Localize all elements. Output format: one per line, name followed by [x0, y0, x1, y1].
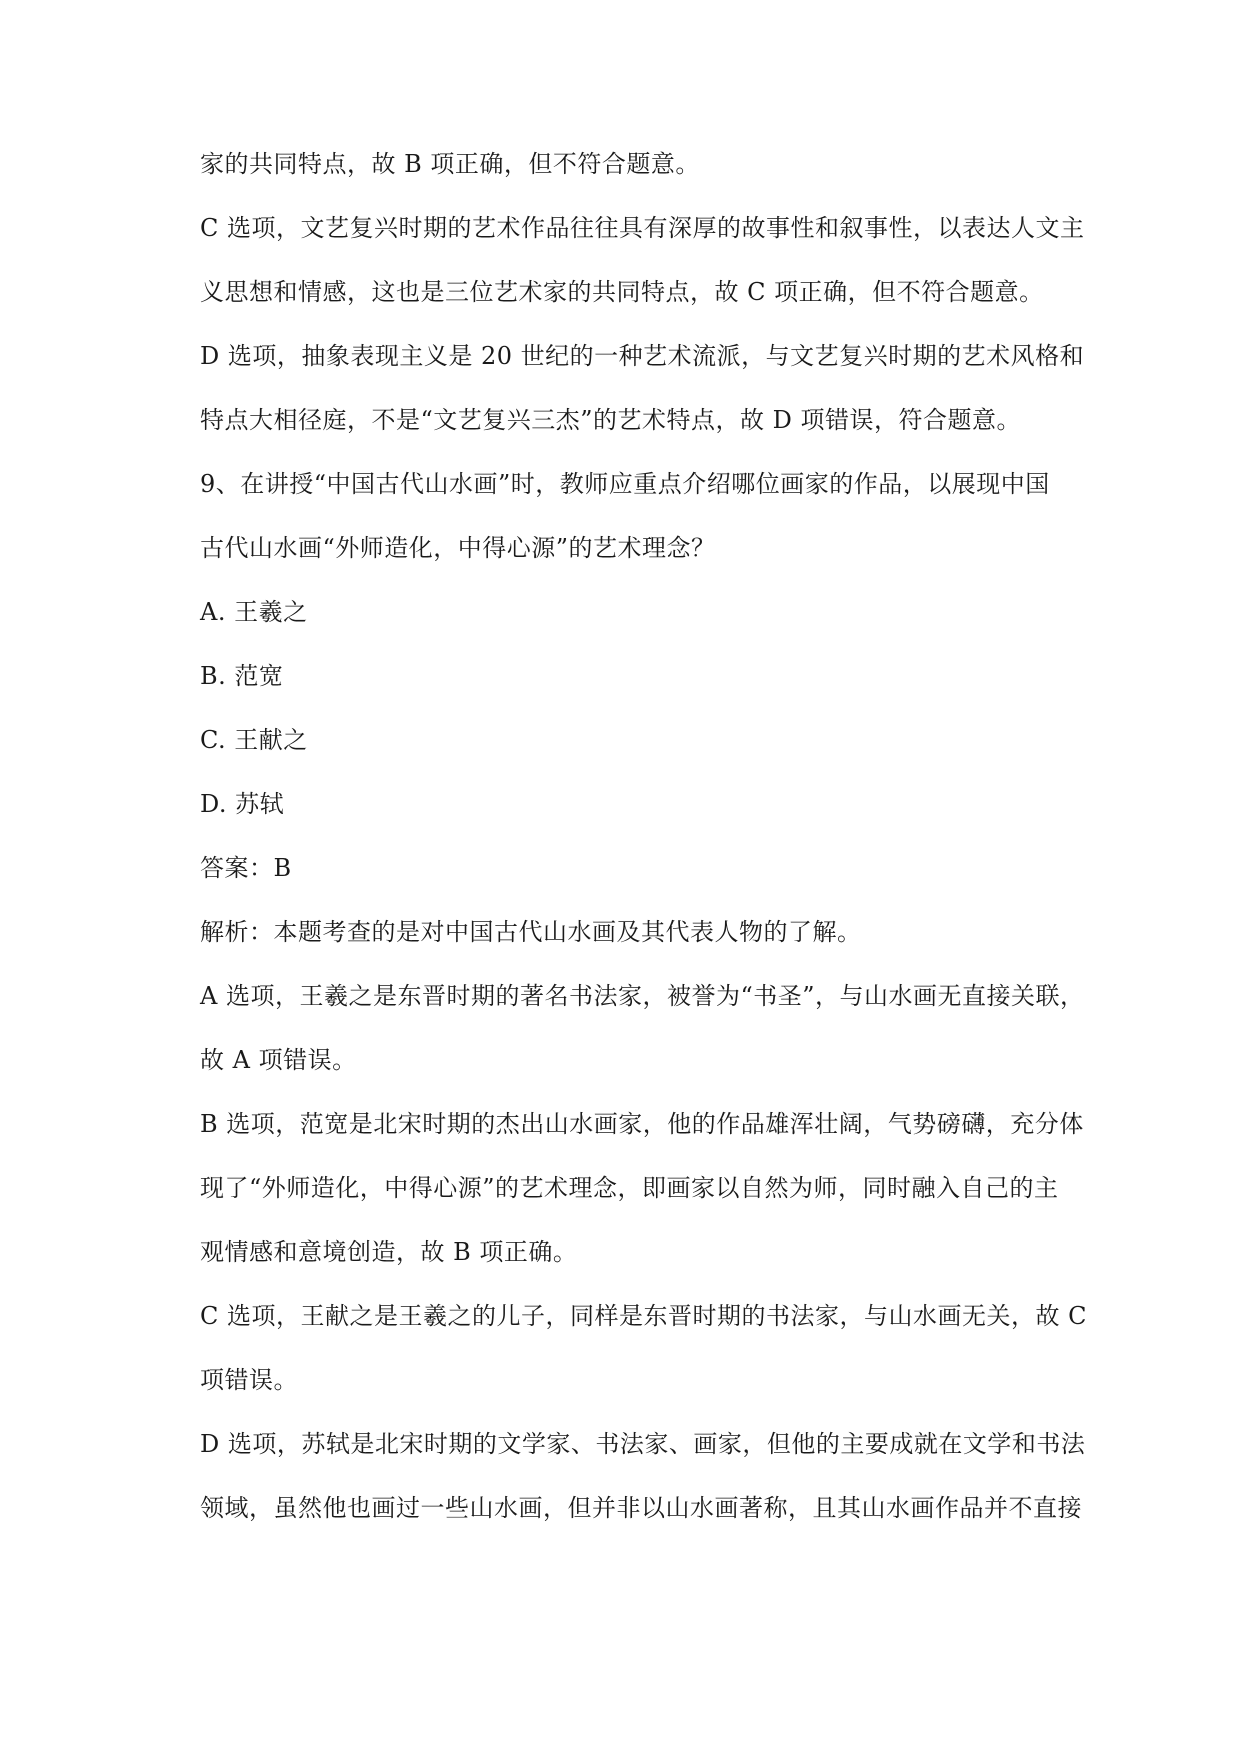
option-d: D. 苏轼 [200, 790, 285, 818]
text-line-5: 特点大相径庭，不是“文艺复兴三杰”的艺术特点，故 D 项错误，符合题意。 [200, 406, 1022, 434]
analysis-a-line-2: 故 A 项错误。 [200, 1046, 357, 1074]
analysis-c-line-1: C 选项，王献之是王羲之的儿子，同样是东晋时期的书法家，与山水画无关，故 C [200, 1302, 1087, 1330]
text-line-1: 家的共同特点，故 B 项正确，但不符合题意。 [200, 150, 700, 178]
text-line-3: 义思想和情感，这也是三位艺术家的共同特点，故 C 项正确，但不符合题意。 [200, 278, 1044, 306]
option-b: B. 范宽 [200, 662, 284, 690]
question-9-line-2: 古代山水画“外师造化，中得心源”的艺术理念？ [200, 534, 716, 562]
analysis-b-line-3: 观情感和意境创造，故 B 项正确。 [200, 1238, 578, 1266]
analysis-d-line-1: D 选项，苏轼是北宋时期的文学家、书法家、画家，但他的主要成就在文学和书法 [200, 1430, 1086, 1458]
question-9-line-1: 9、在讲授“中国古代山水画”时，教师应重点介绍哪位画家的作品，以展现中国 [200, 470, 1050, 498]
text-line-2: C 选项，文艺复兴时期的艺术作品往往具有深厚的故事性和叙事性，以表达人文主 [200, 214, 1085, 242]
option-c: C. 王献之 [200, 726, 308, 754]
option-a: A. 王羲之 [200, 598, 308, 626]
analysis-a-line-1: A 选项，王羲之是东晋时期的著名书法家，被誉为“书圣”，与山水画无直接关联， [200, 982, 1085, 1010]
text-line-4: D 选项，抽象表现主义是 20 世纪的一种艺术流派，与文艺复兴时期的艺术风格和 [200, 342, 1085, 370]
analysis-b-line-2: 现了“外师造化，中得心源”的艺术理念，即画家以自然为师，同时融入自己的主 [200, 1174, 1059, 1202]
answer: 答案：B [200, 854, 292, 882]
analysis-d-line-2: 领域，虽然他也画过一些山水画，但并非以山水画著称，且其山水画作品并不直接 [200, 1494, 1082, 1522]
analysis-intro: 解析：本题考查的是对中国古代山水画及其代表人物的了解。 [200, 918, 862, 946]
analysis-b-line-1: B 选项，范宽是北宋时期的杰出山水画家，他的作品雄浑壮阔，气势磅礴，充分体 [200, 1110, 1084, 1138]
analysis-c-line-2: 项错误。 [200, 1366, 298, 1394]
